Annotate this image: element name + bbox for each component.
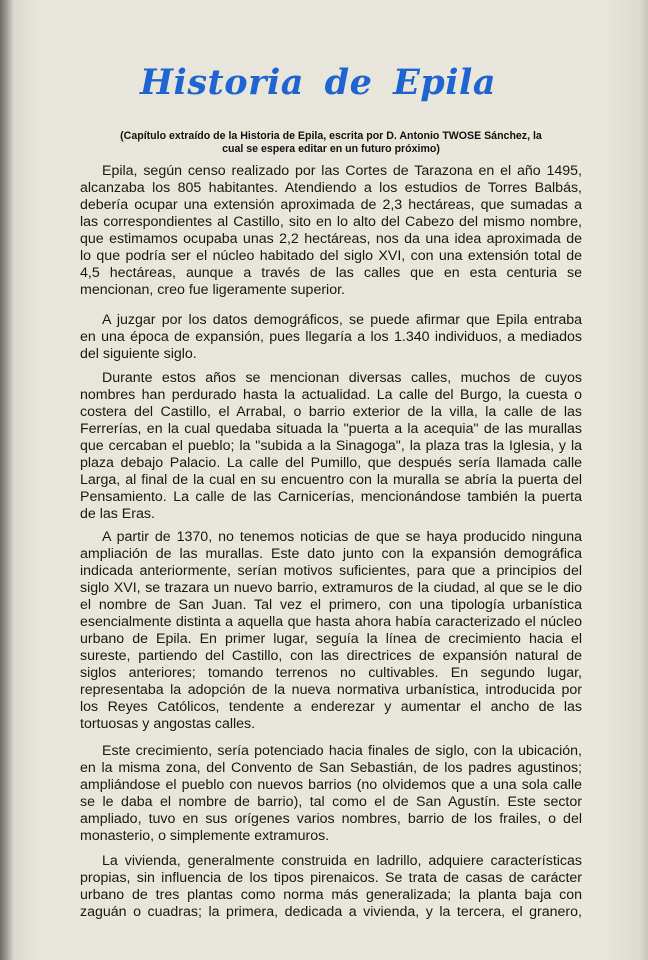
- text-line: urbano de tres plantas como norma más generalizada; la planta baja con: [80, 887, 582, 903]
- text-line: monasterio, o simplemente extramuros.: [80, 828, 330, 844]
- paragraph-1: [80, 163, 582, 299]
- text-line: Larga, al final de la cual en su encuentro con la muralla se abría la puerta del: [80, 472, 582, 488]
- text-line: plaza debajo Palacio. La calle del Pumillo, que después sería llamada calle: [80, 455, 582, 471]
- paragraph-3: [80, 370, 582, 523]
- text-line: que cercaban el pueblo; la "subida a la Sinagoga", la plaza tras la Iglesia, y la: [80, 438, 582, 454]
- text-line: 4,5 hectáreas, aunque a través de las calles que en esta centuria se: [80, 265, 582, 281]
- text-line: sureste, partiendo del Castillo, con las directrices de expansión natural de: [80, 648, 582, 664]
- text-line: tortuosas y angostas calles.: [80, 716, 256, 732]
- text-line: propias, sin influencia de los tipos pirenaicos. Se trata de casas de carácter: [80, 870, 582, 886]
- document-subtitle: [80, 130, 582, 156]
- paragraph-2: [80, 312, 582, 363]
- paragraph-4: [80, 529, 582, 733]
- text-line: indicada anteriormente, serían motivos suficientes, para que a principios del: [80, 563, 582, 579]
- subtitle-line: cual se espera editar en un futuro próximo): [222, 143, 440, 155]
- text-line: alcanzaba los 805 habitantes. Atendiendo a los estudios de Torres Balbás,: [80, 180, 582, 196]
- text-line: de las Eras.: [80, 506, 155, 522]
- text-line: Este crecimiento, sería potenciado hacia finales de siglo, con la ubicación,: [102, 743, 582, 759]
- text-line: esencialmente distinta a aquella que hasta ahora había caracterizado el núcleo: [80, 614, 582, 630]
- text-line: Durante estos años se mencionan diversas calles, muchos de cuyos: [102, 370, 582, 386]
- subtitle-line: (Capítulo extraído de la Historia de Epila, escrita por D. Antonio TWOSE Sánchez, la: [120, 130, 542, 142]
- text-line: del siguiente siglo.: [80, 346, 197, 362]
- paragraph-6: [80, 853, 582, 921]
- text-line: el nombre de San Juan. Tal vez el primero, con una tipología urbanística: [80, 597, 582, 613]
- text-line: en una época de expansión, pues llegaría a los 1.340 individuos, a mediados: [80, 329, 582, 345]
- text-line: nombres han perdurado hasta la actualidad. La calle del Burgo, la cuesta o: [80, 387, 582, 403]
- text-line: zaguán o cuadras; la primera, dedicada a vivienda, y la tercera, el granero,: [80, 904, 582, 920]
- text-line: La vivienda, generalmente construida en ladrillo, adquiere características: [102, 853, 582, 869]
- text-line: debería ocupar una extensión aproximada de 2,3 hectáreas, que sumadas a: [80, 197, 582, 213]
- text-line: ampliación de las murallas. Este dato junto con la expansión demográfica: [80, 546, 582, 562]
- text-line: urbano de Epila. En primer lugar, seguía la línea de crecimiento hacia el: [80, 631, 582, 647]
- text-line: Pensamiento. La calle de las Carnicerías, mencionándose también la puerta: [80, 489, 582, 505]
- text-line: ampliándose el pueblo con nuevos barrios (no olvidemos que a una sola calle: [80, 777, 582, 793]
- text-line: representaba la adopción de la nueva normativa urbanística, introducida por: [80, 682, 582, 698]
- text-line: A partir de 1370, no tenemos noticias de que se haya producido ninguna: [102, 529, 582, 545]
- paragraph-5: [80, 743, 582, 845]
- text-line: las correspondientes al Castillo, sito en lo alto del Cabezo del mismo nombre,: [80, 214, 582, 230]
- text-line: costera del Castillo, el Arrabal, o barrio exterior de la villa, la calle de las: [80, 404, 582, 420]
- text-line: Epila, según censo realizado por las Cortes de Tarazona en el año 1495,: [102, 163, 582, 179]
- text-line: siglo XVI, se trazara un nuevo barrio, extramuros de la ciudad, al que se le dio: [80, 580, 582, 596]
- text-line: ampliado, tuvo en sus orígenes varios nombres, barrio de los frailes, o del: [80, 811, 582, 827]
- text-line: que estimamos ocupaba unas 2,2 hectáreas, nos da una idea aproximada de: [80, 231, 582, 247]
- text-line: los Reyes Católicos, tendente a enderezar y aumentar el ancho de las: [80, 699, 582, 715]
- text-line: Ferrerías, en la cual quedaba situada la "puerta a la acequia" de las murallas: [80, 421, 582, 437]
- document-title: Historia de Epila: [139, 62, 497, 103]
- text-line: en la misma zona, del Convento de San Sebastián, de los padres agustinos;: [80, 760, 582, 776]
- text-line: se le daba el nombre de barrio), tal como el de San Agustín. Este sector: [80, 794, 582, 810]
- text-line: mencionan, creo fue ligeramente superior.: [80, 282, 345, 298]
- text-line: lo que podría ser el núcleo habitado del siglo XVI, con una extensión total de: [80, 248, 582, 264]
- text-line: siglos anteriores; tomando terrenos no cultivables. En segundo lugar,: [80, 665, 582, 681]
- text-line: A juzgar por los datos demográficos, se puede afirmar que Epila entraba: [102, 312, 582, 328]
